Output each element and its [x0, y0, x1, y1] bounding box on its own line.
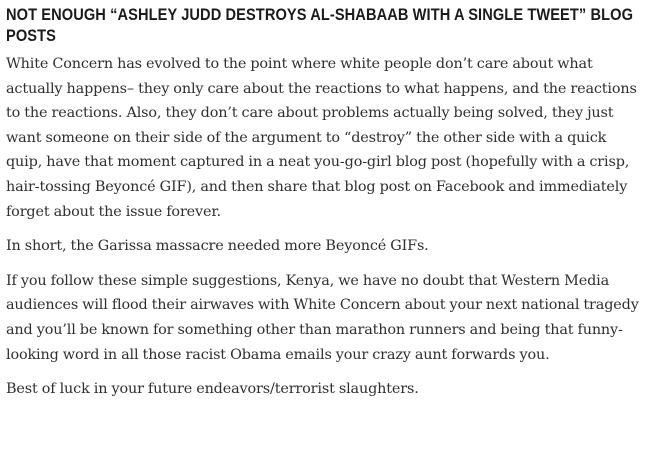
article-heading: NOT ENOUGH “ASHLEY JUDD DESTROYS AL-SHABAAB WITH A SINGLE TWEET” BLOG POSTS — [6, 5, 634, 45]
article-paragraph-4: Best of luck in your future endeavors/terrorist slaughters. — [6, 381, 419, 398]
article-body — [6, 4, 642, 412]
article-paragraph-1: White Concern has evolved to the point where white people don’t care about what actually happens– they only care about the reactions to what happens, and the reactions to the reactions. Also, they don’t care about problems actually being solved, they just want someone on their side of the argument to “destroy” the other side with a quick quip, have that moment captured in a neat you-go-girl blog post (hopefully with a crisp, hair-tossing Beyoncé GIF), and then share that blog post on Facebook and immediately forget about the issue forever. — [6, 56, 637, 220]
article-paragraph-3: If you follow these simple suggestions, Kenya, we have no doubt that Western Media audiences will flood their airwaves with White Concern about your next national tragedy and you’ll be known for something other than marathon runners and being that funny-looking word in all those racist Obama emails your crazy aunt forwards you. — [6, 272, 639, 363]
article-paragraph-2: In short, the Garissa massacre needed more Beyoncé GIFs. — [6, 238, 429, 255]
